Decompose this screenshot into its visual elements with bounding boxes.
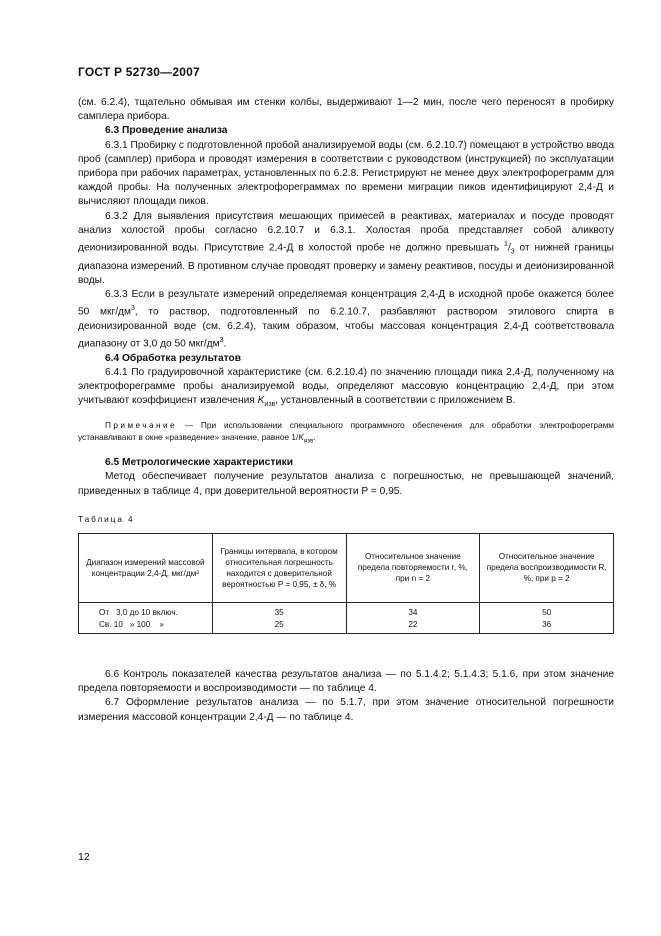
fraction-numerator: 1	[504, 241, 508, 249]
note-symbol-k: K	[298, 432, 304, 442]
table-header-cell: Диапазон измерений массовой концентрации 2,4-Д, мкг/дм³	[79, 533, 213, 602]
paragraph-6-3-3-part-a: 6.3.3 Если в результате измерений определяемая концентрация 2,4-Д в исходной пробе окажется более 50 мкг/дм	[78, 289, 614, 318]
paragraph-6-5: Метод обеспечивает получение результатов анализа с погрешностью, не превышающей значений, приведенных в таблице 4, при доверительной вероятности P = 0,95.	[78, 471, 614, 497]
note-text-b: .	[313, 432, 316, 442]
paragraph-6-3-3-part-c: .	[223, 338, 227, 350]
note-text-a: — При использовании специального программного обеспечения для обработки электрофореграмм устанавливают в окне «разведение» значение, равное 1/	[78, 419, 614, 442]
table-cell: От 3,0 до 10 включ.	[79, 602, 213, 619]
fraction-denominator: 3	[510, 248, 515, 256]
paragraph-6-7: 6.7 Оформление результатов анализа — по 5.1.7, при этом значение относительной погрешности измерения массовой концентрации 2,4-Д — по таблице 4.	[78, 697, 614, 723]
page-content	[78, 96, 614, 725]
subscript-izv: изв	[264, 401, 276, 409]
note-label: Примечание	[105, 419, 178, 430]
table-cell: 50	[480, 602, 614, 619]
table-label: Таблица 4	[78, 513, 135, 524]
table-header-row	[79, 533, 614, 602]
paragraph-intro: (см. 6.2.4), тщательно обмывая им стенки колбы, выдерживают 1—2 мин, после чего переносят в пробирку самплера прибора.	[78, 97, 614, 123]
paragraph-6-3-3	[78, 288, 614, 352]
note	[78, 419, 614, 449]
paragraph-6-3-1: 6.3.1 Пробирку с подготовленной пробой анализируемой воды (см. 6.2.10.7) помещают в устройство ввода проб (самплер) прибора и проводят измерения в соответствии с руководством (инструкцией) по эксплуатации прибора при рабочих параметрах, установленных по 6.2.8. Регистрируют не менее двух электрофореграмм для каждой пробы. На полученных электрофореграммах по времени миграции пиков идентифицируют 2,4-Д и вычисляют площади пиков.	[78, 139, 614, 208]
page-number: 12	[78, 851, 90, 863]
heading-6-4: 6.4 Обработка результатов	[105, 352, 242, 364]
paragraph-6-4-1-part-a: 6.4.1 По градуировочной характеристике (см. 6.2.10.4) по значению площади пика 2,4-Д, полученному на электрофореграмме пробы анализируемой воды, определяют массовую концентрацию 2,4-Д, при этом учитывают коэффициент извлечения	[78, 366, 614, 407]
superscript-cubed: 3	[130, 305, 135, 313]
paragraph-6-4-1-part-b: , установленный в соответствии с приложением В.	[275, 395, 516, 407]
table-row	[79, 619, 614, 634]
metrology-table	[78, 533, 614, 634]
table-cell: 25	[212, 619, 346, 634]
table-header-cell: Границы интервала, в котором относительная погрешность находится с доверительной вероятностью P = 0,95, ± δ, %	[212, 533, 346, 602]
heading-6-3: 6.3 Проведение анализа	[105, 125, 228, 137]
table-header-cell: Относительное значение предела воспроизводимости R, %, при p = 2	[480, 533, 614, 602]
table-cell: 22	[346, 619, 480, 634]
paragraph-6-3-2-part-b: от нижней границы диапазона измерений. В противном случае проводят проверку и замену реактивов, посуды и деионизированной воды.	[78, 242, 614, 286]
table-cell: Св. 10 » 100 »	[79, 619, 213, 634]
table-cell: 34	[346, 602, 480, 619]
superscript-cubed-2: 3	[219, 337, 224, 345]
table-row	[79, 602, 614, 619]
table-cell: 35	[212, 602, 346, 619]
table-header-cell: Относительное значение предела повторяемости r, %, при n = 2	[346, 533, 480, 602]
paragraph-6-6: 6.6 Контроль показателей качества результатов анализа — по 5.1.4.2; 5.1.4.3; 5.1.6, при этом значение предела повторяемости и воспроизводимости — по таблице 4.	[78, 668, 614, 695]
paragraph-6-3-3-part-b: , то раствор, подготовленный по 6.2.10.7, разбавляют раствором этилового спирта в деионизированной воде (см. 6.2.4), таким образом, чтобы массовая концентрация 2,4-Д соответствовала диапазону от 3,0 до 50 мкг/дм	[78, 306, 614, 350]
paragraph-6-4-1	[78, 366, 614, 413]
paragraph-6-3-2-part-a: 6.3.2 Для выявления присутствия мешающих примесей в реактивах, материалах и посуде проводят анализ холостой пробы согласно 6.2.10.7 и 6.3.1. Холостая проба представляет собой аликвоту деионизированной воды. Присутствие 2,4-Д в холостой пробе не должно превышать	[78, 210, 614, 254]
document-code: ГОСТ Р 52730—2007	[78, 65, 200, 79]
heading-6-5: 6.5 Метрологические характеристики	[105, 457, 293, 469]
table-cell: 36	[480, 619, 614, 634]
symbol-k: K	[257, 395, 265, 407]
paragraph-6-3-2: 6.3.2 Для выявления присутствия мешающих примесей в реактивах, материалах и посуде проводят анализ холостой пробы согласно 6.2.10.7 и 6.3.1. Холостая проба представляет собой аликвоту деионизированной воды. Присутствие 2,4-Д в холостой пробе не должно превышать $^1/_3$ от нижней границы диапазона измерений. В противном случае проводят проверку и замену реактивов, посуды и деионизированной воды.	[78, 210, 614, 286]
note-subscript-izv: изв	[303, 438, 314, 445]
